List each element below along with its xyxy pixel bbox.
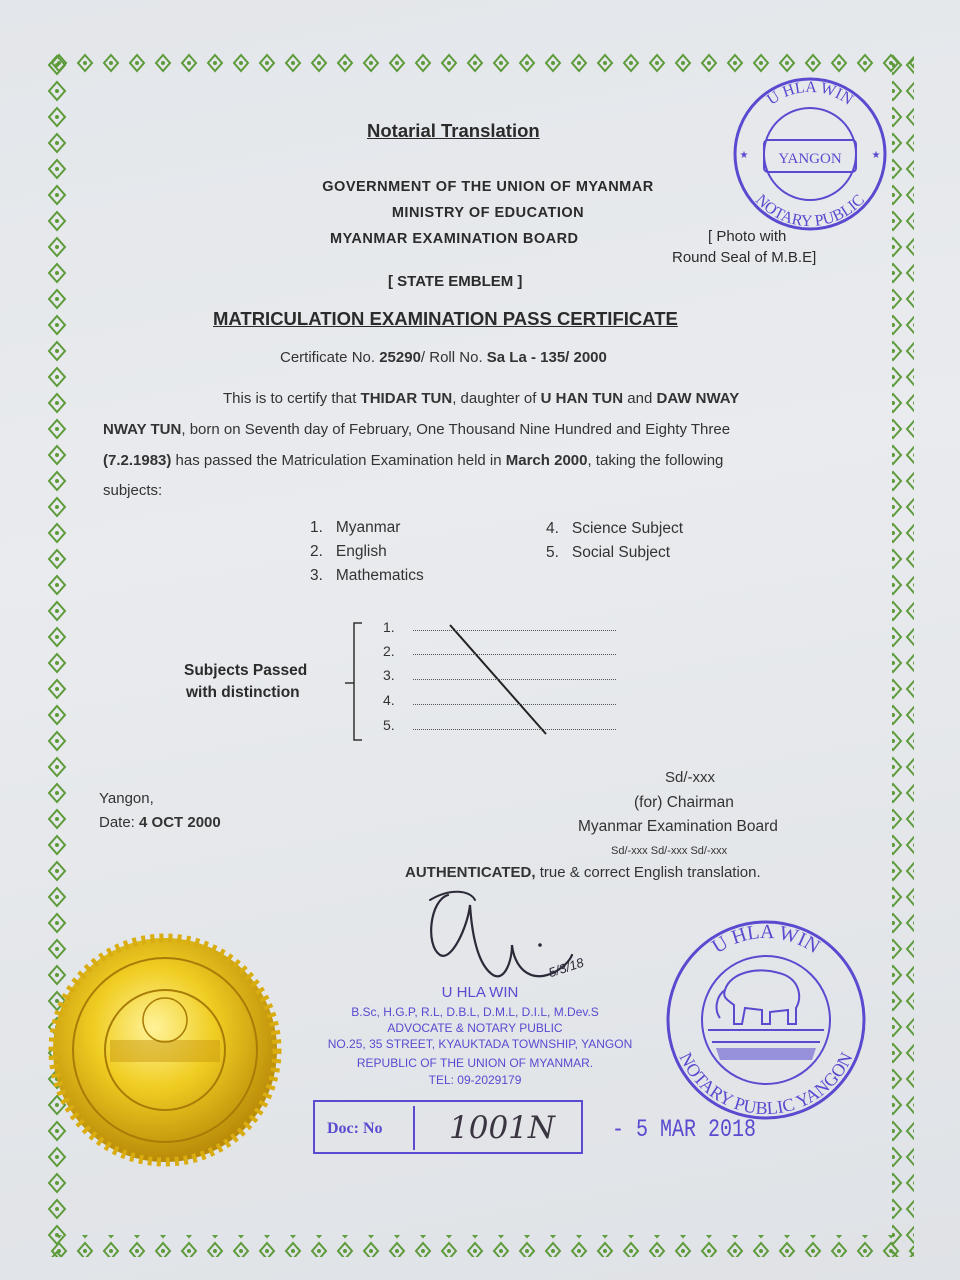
photo-note-line1: [ Photo with [708,228,787,245]
state-emblem-placeholder: [ STATE EMBLEM ] [388,273,523,290]
mother-name-part2: NWAY TUN [103,421,182,438]
subject-number: 4. [546,520,559,537]
distinction-blank-line [413,654,616,655]
government-line: GOVERNMENT OF THE UNION OF MYANMAR [322,179,654,195]
document-title: Notarial Translation [367,120,540,141]
distinction-blank-line [413,704,616,705]
distinction-row-number: 1. [383,619,395,635]
seal-top-center: YANGON [778,151,842,167]
issue-date-label: Date: [99,814,140,831]
distinction-row-number: 5. [383,717,395,733]
distinction-blank-line [413,729,616,730]
body-line-3 [103,452,855,469]
notary-role: ADVOCATE & NOTARY PUBLIC [387,1021,563,1035]
subject-item [310,519,400,537]
seal-top-ring-bottom: NOTARY PUBLIC [752,191,868,231]
exam-date: March 2000 [505,452,588,469]
subject-item [546,520,683,538]
doc-number: 1001N [449,1110,556,1146]
issue-date-line [99,814,221,831]
distinction-row-number: 4. [383,692,395,708]
date-of-birth: (7.2.1983) [103,452,172,469]
body-text: has passed the Matriculation Examination held in [171,452,506,469]
signature-placeholder: Sd/-xxx [665,769,716,786]
authenticated-label: AUTHENTICATED, [405,864,536,881]
certificate-number-label: Certificate No. [280,349,380,366]
roll-number: Sa La - 135/ 2000 [486,349,607,366]
subject-name: Social Subject [571,544,671,561]
student-name: THIDAR TUN [360,390,453,407]
notary-country: REPUBLIC OF THE UNION OF MYANMAR. [356,1056,594,1070]
document-number-box [313,1100,583,1154]
issue-place: Yangon, [99,790,154,807]
subject-number: 2. [310,543,323,560]
stamp-date: - 5 MAR 2018 [612,1115,757,1144]
subject-item [310,567,424,585]
subject-name: Mathematics [335,567,424,584]
seal-bottom-ring-bottom: NOTARY PUBLIC YANGON [675,1049,857,1119]
body-text: , born on Seventh day of February, One Thousand Nine Hundred and Eighty Three [181,421,731,438]
seal-top-ring-top: U HLA WIN [764,78,856,109]
authentication-text: true & correct English translation. [535,864,761,881]
body-text: , daughter of [452,390,541,407]
subject-number: 3. [310,567,323,584]
body-line-4: subjects: [103,482,163,499]
doc-number-label: Doc: No [327,1120,383,1137]
certificate-number-line [280,349,607,366]
certificate-title: MATRICULATION EXAMINATION PASS CERTIFICATE [213,308,678,329]
distinction-label-line1: Subjects Passed [184,662,308,679]
extra-signatures: Sd/-xxx Sd/-xxx Sd/-xxx [611,845,728,857]
subject-item [310,543,387,561]
authentication-line [405,864,761,881]
notary-name: U HLA WIN [441,984,519,1001]
svg-text:★: ★ [871,150,881,161]
notary-qualifications: B.Sc, H.G.P, R.L, D.B.L, D.M.L, D.I.L, M.Dev.S [351,1005,599,1019]
subject-number: 1. [310,519,323,536]
body-line-1 [103,390,855,407]
notary-address: NO.25, 35 STREET, KYAUKTADA TOWNSHIP, YANGON [327,1037,633,1051]
distinction-row-number: 2. [383,643,395,659]
subject-number: 5. [546,544,559,561]
body-text: , taking the following [587,452,724,469]
signature-date: 5/3/18 [546,954,586,981]
ministry-line: MINISTRY OF EDUCATION [391,205,585,221]
body-line-2 [103,421,855,438]
for-chairman: (for) Chairman [634,794,734,811]
board-name: Myanmar Examination Board [578,818,778,835]
certificate-number: 25290 [379,349,421,366]
father-name: U HAN TUN [540,390,624,407]
doc-number-divider [413,1106,415,1150]
notary-telephone: TEL: 09-2029179 [428,1073,522,1087]
subject-name: Myanmar [335,519,401,536]
svg-text:★: ★ [739,150,749,161]
mother-name-part1: DAW NWAY [656,390,740,407]
subject-name: English [335,543,387,560]
distinction-label-line2: with distinction [186,684,300,701]
seal-bottom-ring-top: U HLA WIN [708,920,824,959]
subject-name: Science Subject [571,520,684,537]
body-text: and [623,390,657,407]
issue-date: 4 OCT 2000 [139,814,221,831]
board-line: MYANMAR EXAMINATION BOARD [330,231,579,247]
roll-number-label: / Roll No. [420,349,487,366]
body-text: This is to certify that [223,390,361,407]
photo-note-line2: Round Seal of M.B.E] [672,249,817,266]
distinction-row-number: 3. [383,667,395,683]
subject-item [546,544,670,562]
distinction-blank-line [413,630,616,631]
distinction-blank-line [413,679,616,680]
